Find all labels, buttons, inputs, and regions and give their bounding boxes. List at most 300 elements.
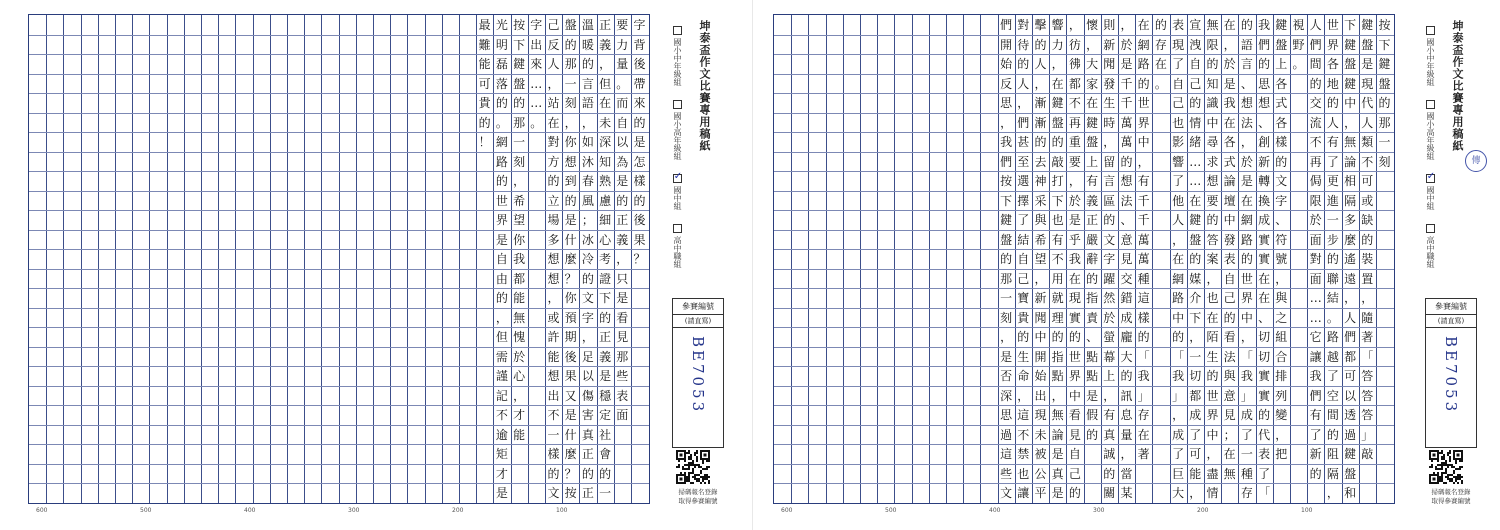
handwritten-character: 躍 [1103,271,1116,286]
handwritten-character: 家 [1086,76,1099,91]
handwritten-character: ， [1223,37,1236,52]
handwritten-character: 不 [547,408,560,422]
handwritten-character: 列 [1275,388,1288,403]
handwritten-character: 想 [1258,96,1271,110]
handwritten-character: 的 [581,57,594,71]
handwritten-character: ， [1361,291,1374,305]
handwritten-character: 的 [1223,310,1236,325]
handwritten-character: 的 [1326,96,1339,110]
handwritten-character: 聞 [1034,310,1047,325]
handwritten-character: 答 [1361,369,1374,383]
qr-caption-line-1: 掃碼報名登錄 [1431,488,1471,496]
essay-column [1170,15,1187,503]
handwritten-character: ， [1172,232,1185,247]
handwritten-character: 見 [1223,408,1236,422]
handwritten-character: 按 [513,18,526,32]
grade-option-label: 國小中年級組 [673,38,682,86]
handwritten-character: 生 [1103,96,1116,110]
handwritten-character: 盤 [564,18,577,32]
handwritten-character: 樣 [1275,135,1288,149]
handwritten-character: 不 [495,408,508,422]
ruler-mark: 100 [556,507,568,514]
handwritten-character: 的 [1189,252,1202,266]
handwritten-character: 代 [1258,427,1271,442]
handwritten-character: 以 [616,135,629,149]
handwritten-character: ， [1275,427,1288,442]
handwritten-character: 錯 [1120,291,1133,305]
handwritten-character: 、 [1120,213,1133,227]
handwritten-character: 各 [1275,76,1288,91]
handwritten-character: 知 [1206,76,1219,91]
handwritten-character: 組 [1275,330,1288,344]
handwritten-character: 的 [1068,330,1081,344]
handwritten-character: 可 [1344,369,1357,383]
handwritten-character: 自 [1172,76,1185,91]
handwritten-character: 緒 [1189,135,1202,149]
handwritten-character: 我 [1240,369,1253,383]
grid-column-line [963,15,964,503]
handwritten-character: ， [495,310,508,325]
handwritten-character: 能 [1189,466,1202,481]
handwritten-character: ， [1189,486,1202,500]
grade-option[interactable] [672,100,683,160]
handwritten-character: 千 [1137,213,1150,227]
handwritten-character: 們 [1309,388,1322,403]
handwritten-character: 鍵 [1051,96,1064,110]
handwritten-character: 希 [1034,232,1047,247]
handwritten-character: 的 [1258,408,1271,422]
handwritten-character: 點 [1086,349,1099,364]
handwritten-character: 間 [1326,408,1339,422]
handwritten-character: 到 [564,174,577,188]
handwritten-character: 冷 [581,252,594,266]
handwritten-character: 對 [1017,18,1030,32]
handwritten-character: 或 [1361,193,1374,208]
handwritten-character: 想 [547,271,560,286]
grade-option[interactable] [672,174,683,210]
grid-column-line [81,15,82,503]
handwritten-character: 的 [547,174,560,188]
handwritten-character: 情 [1206,486,1219,500]
handwritten-character: 切 [1258,349,1271,364]
handwritten-character: 是 [1223,76,1236,91]
handwritten-character: 是 [1051,486,1064,500]
essay-column [1066,15,1083,503]
handwritten-character: 於 [1103,310,1116,325]
handwritten-character: 始 [1034,369,1047,383]
handwritten-character: 些 [1000,466,1013,481]
handwritten-character: 這 [1137,291,1150,305]
handwritten-character: 社 [599,427,612,442]
handwritten-character: 也 [1017,466,1030,481]
handwritten-character: 生 [1206,349,1219,364]
handwritten-character: 字 [581,310,594,325]
handwritten-character: 空 [1326,388,1339,403]
handwritten-character: 彷 [1068,37,1081,52]
essay-column [528,15,545,503]
handwritten-character: 樣 [633,174,646,188]
handwritten-character: 世 [1326,18,1339,32]
handwritten-character: 知 [599,154,612,169]
handwritten-character: 以 [581,369,594,383]
checkbox-icon[interactable] [1426,174,1435,183]
handwritten-character: 。 [495,115,508,130]
handwritten-character: 的 [1068,486,1081,500]
handwritten-character: 在 [1206,310,1219,325]
handwritten-character: 字 [1103,252,1116,266]
handwritten-character: 響 [1051,18,1064,32]
handwritten-character: 在 [1223,447,1236,461]
handwritten-character: 們 [1258,37,1271,52]
handwritten-character: 假 [1086,408,1099,422]
grid-column-line [425,15,426,503]
grade-option[interactable] [1425,224,1436,268]
handwritten-character: 訊 [1120,388,1133,403]
handwritten-character: 中 [1240,310,1253,325]
grid-column-line [115,15,116,503]
grade-option[interactable] [672,224,683,268]
handwritten-character: 在 [1258,291,1271,305]
handwritten-character: 敲 [1051,154,1064,169]
ruler-mark: 200 [452,507,464,514]
handwritten-character: 能 [513,291,526,305]
handwritten-character: 上 [1086,154,1099,169]
handwritten-character: 界 [495,213,508,227]
handwritten-character: 萬 [1120,135,1133,149]
handwritten-character: 大 [1172,486,1185,500]
form-sidebar-left [664,10,732,510]
handwritten-character: ， [1103,388,1116,403]
essay-column [998,15,1015,503]
entry-id-value: BE7053 [1442,336,1460,415]
handwritten-character: 按 [1378,18,1391,32]
handwritten-character: 現 [1361,76,1374,91]
handwritten-character: 現 [1068,291,1081,305]
handwritten-character: 合 [1275,349,1288,364]
handwritten-character: 網 [1172,271,1185,286]
checkbox-icon[interactable] [673,100,682,109]
entry-id-label: 參賽編號 [1426,299,1476,315]
handwritten-character: 義 [599,349,612,364]
handwritten-character: 重 [1068,135,1081,149]
handwritten-character: 想 [1206,174,1219,188]
handwritten-character: 的 [1309,76,1322,91]
handwritten-character: 擇 [1017,193,1030,208]
checkbox-icon[interactable] [673,26,682,35]
handwritten-character: 了 [1172,57,1185,71]
handwritten-character: 影 [1172,135,1185,149]
essay-column [1187,15,1204,503]
handwritten-character: 中 [1223,213,1236,227]
handwritten-character: 創 [1258,135,1271,149]
essay-column [1376,15,1393,503]
ruler-mark: 600 [36,507,48,514]
qr-code-icon[interactable] [676,450,710,484]
checkbox-icon[interactable] [673,224,682,233]
qr-caption-line-2: 取得參賽編號 [678,497,718,505]
handwritten-character: … [1309,291,1322,305]
handwritten-character: 是 [1361,57,1374,71]
grid-column-line [860,15,861,503]
handwritten-character: 盤 [1275,37,1288,52]
handwritten-character: 鍵 [1361,18,1374,32]
handwritten-character: 介 [1189,291,1202,305]
handwritten-character: 背 [633,37,646,52]
handwritten-character: 由 [495,271,508,286]
handwritten-character: 漸 [1034,115,1047,130]
handwritten-character: 言 [1240,57,1253,71]
handwritten-character: 遙 [1344,252,1357,266]
handwritten-character: 可 [1361,174,1374,188]
handwritten-character: 但 [599,76,612,91]
handwritten-character: 關 [1103,486,1116,500]
handwritten-character: 中 [1172,310,1185,325]
handwritten-character: 號 [1275,252,1288,266]
essay-column [1256,15,1273,503]
handwritten-character: 面 [1309,271,1322,286]
handwritten-character: 我 [1000,135,1013,149]
handwritten-character: 在 [1137,427,1150,442]
grid-column-line [304,15,305,503]
grade-options [1425,26,1445,282]
handwritten-character: 文 [1000,486,1013,500]
handwritten-character: 果 [633,232,646,247]
grid-column-line [459,15,460,503]
entry-id-box [672,298,724,448]
handwritten-character: 或 [547,310,560,325]
handwritten-character: 暖 [581,37,594,52]
handwritten-character: 熟 [599,174,612,188]
qr-code-icon[interactable] [1429,450,1463,484]
handwritten-character: 於 [513,349,526,364]
grade-option[interactable] [672,26,683,86]
handwritten-character: 下 [1051,193,1064,208]
handwritten-character: 讓 [1017,486,1030,500]
handwritten-character: 過 [1000,427,1013,442]
handwritten-character: 按 [1000,174,1013,188]
handwritten-character: 下 [1189,310,1202,325]
handwritten-character: 己 [1017,271,1030,286]
essay-column [1324,15,1341,503]
handwritten-character: 要 [1068,154,1081,169]
handwritten-character: ， [1017,96,1030,110]
handwritten-character: 深 [1000,388,1013,403]
grid-column-line [877,15,878,503]
handwritten-character: 無 [1223,466,1236,481]
checkbox-icon[interactable] [1426,26,1435,35]
handwritten-character: 識 [1206,96,1219,110]
handwritten-character: 都 [1189,388,1202,403]
essay-column [631,15,648,503]
handwritten-character: 的 [564,37,577,52]
handwritten-character: 能 [478,57,491,71]
handwritten-character: 人 [1361,115,1374,130]
checkbox-icon[interactable] [1426,224,1435,233]
handwritten-character: 和 [1344,486,1357,500]
handwritten-character: 來 [530,57,543,71]
handwritten-character: 論 [1344,154,1357,169]
handwritten-character: 「 [1258,486,1271,500]
handwritten-character: 情 [1189,115,1202,130]
handwritten-character: ， [581,115,594,130]
handwritten-character: 成 [1120,310,1133,325]
grid-column-line [912,15,913,503]
handwritten-character: 了 [1326,369,1339,383]
handwritten-character: 也 [1172,115,1185,130]
handwritten-character: 盤 [1344,57,1357,71]
handwritten-character: 後 [633,57,646,71]
handwritten-character: ， [1000,330,1013,344]
handwritten-character: 的 [1086,271,1099,286]
handwritten-character: 禁 [1017,447,1030,461]
handwritten-character: 未 [1034,427,1047,442]
handwritten-character: ， [547,291,560,305]
handwritten-character: 落 [495,76,508,91]
handwritten-character: 再 [1068,115,1081,130]
handwritten-character: ， [616,252,629,266]
handwritten-character: 意 [1120,232,1133,247]
handwritten-character: 中 [1206,427,1219,442]
handwritten-character: 果 [564,369,577,383]
handwritten-character: 的 [495,291,508,305]
handwritten-character: 於 [1240,154,1253,169]
handwritten-character: 於 [1068,193,1081,208]
handwritten-character: 鍵 [1086,115,1099,130]
handwritten-character: 路 [1240,232,1253,247]
handwritten-character: ？ [633,252,646,266]
handwritten-character: 溫 [581,18,594,32]
handwritten-character: 出 [530,37,543,52]
handwritten-character: 出 [547,388,560,403]
handwritten-character: 都 [1068,76,1081,91]
handwritten-character: ， [513,174,526,188]
handwritten-character: 巨 [1172,466,1185,481]
grade-option-label: 國小中年級組 [1426,38,1435,86]
handwritten-character: 冰 [581,232,594,247]
handwritten-character: 希 [513,193,526,208]
handwritten-character: 結 [1017,232,1030,247]
handwritten-character: 鍵 [1344,37,1357,52]
handwritten-character: 世 [1068,349,1081,364]
handwritten-character: 的 [599,466,612,481]
handwritten-character: 義 [616,232,629,247]
handwritten-character: 的 [1103,466,1116,481]
handwritten-character: 與 [1223,369,1236,383]
handwritten-character: 需 [495,349,508,364]
handwritten-character: 命 [1017,369,1030,383]
handwritten-character: 的 [1051,135,1064,149]
handwritten-character: 的 [1309,466,1322,481]
handwritten-character: 那 [564,57,577,71]
checkbox-icon[interactable] [1426,100,1435,109]
handwritten-character: ， [1000,115,1013,130]
handwritten-character: 於 [1120,37,1133,52]
handwritten-character: 區 [1103,193,1116,208]
handwritten-character: 站 [547,96,560,110]
handwritten-character: 以 [1344,388,1357,403]
handwritten-character: ， [1103,135,1116,149]
handwritten-character: 鍵 [1378,57,1391,71]
handwritten-character: 在 [1240,193,1253,208]
qr-caption [1423,488,1479,506]
handwritten-character: 對 [1309,252,1322,266]
handwritten-character: 一 [1189,349,1202,364]
handwritten-character: 答 [1361,408,1374,422]
handwritten-character: 預 [564,310,577,325]
handwritten-character: 那 [1000,271,1013,286]
handwritten-character: 面 [1309,232,1322,247]
handwritten-character: 中 [1344,96,1357,110]
ruler-mark: 400 [989,507,1001,514]
handwritten-character: 們 [1017,115,1030,130]
handwritten-character: 存 [1240,486,1253,500]
essay-column [1238,15,1255,503]
writing-grid-left [28,14,650,504]
handwritten-character: 也 [1051,213,1064,227]
handwritten-character: 界 [1240,291,1253,305]
handwritten-character: 後 [633,213,646,227]
checkbox-icon[interactable] [673,174,682,183]
grade-option[interactable] [1425,26,1436,86]
handwritten-character: 著 [1361,330,1374,344]
handwritten-character: 才 [513,408,526,422]
handwritten-character: 出 [1034,388,1047,403]
handwritten-character: 春 [581,174,594,188]
handwritten-character: 不 [1068,96,1081,110]
handwritten-character: ， [1206,271,1219,286]
handwritten-character: 了 [1172,447,1185,461]
handwritten-character: 要 [1206,193,1219,208]
essay-column [562,15,579,503]
handwritten-character: 。 [616,76,629,91]
handwritten-character: 字 [530,18,543,32]
handwritten-character: 未 [599,115,612,130]
grade-option[interactable] [1425,174,1436,210]
handwritten-character: 一 [1326,213,1339,227]
handwritten-character: 隔 [1326,466,1339,481]
handwritten-character: 在 [1137,18,1150,32]
handwritten-character: 、 [1275,213,1288,227]
handwritten-character: 不 [1361,154,1374,169]
handwritten-character: 乎 [1068,232,1081,247]
handwritten-character: 答 [1361,388,1374,403]
grade-option-label: 國小高年級組 [1426,112,1435,160]
handwritten-character: 的 [581,271,594,286]
essay-column [511,15,528,503]
handwritten-character: 什 [564,232,577,247]
handwritten-character: 。 [530,115,543,130]
handwritten-character: 然 [1103,291,1116,305]
handwritten-character: 存 [1154,37,1167,52]
handwritten-character: 盤 [1000,232,1013,247]
grade-option[interactable] [1425,100,1436,160]
handwritten-character: 在 [1223,18,1236,32]
handwritten-character: 鍵 [1275,18,1288,32]
handwritten-character: 會 [599,447,612,461]
handwritten-character: 「 [1137,349,1150,364]
handwritten-character: 。 [1326,310,1339,325]
handwritten-character: 愧 [513,330,526,344]
handwritten-character: 限 [1309,193,1322,208]
handwritten-character: 某 [1120,486,1133,500]
handwritten-character: 、 [1240,76,1253,91]
handwritten-character: 能 [513,427,526,442]
handwritten-character: 、 [1086,330,1099,344]
handwritten-character: 我 [1068,252,1081,266]
handwritten-character: 是 [633,135,646,149]
grade-option-label: 高中職組 [1426,236,1435,268]
handwritten-character: 的 [1120,154,1133,169]
